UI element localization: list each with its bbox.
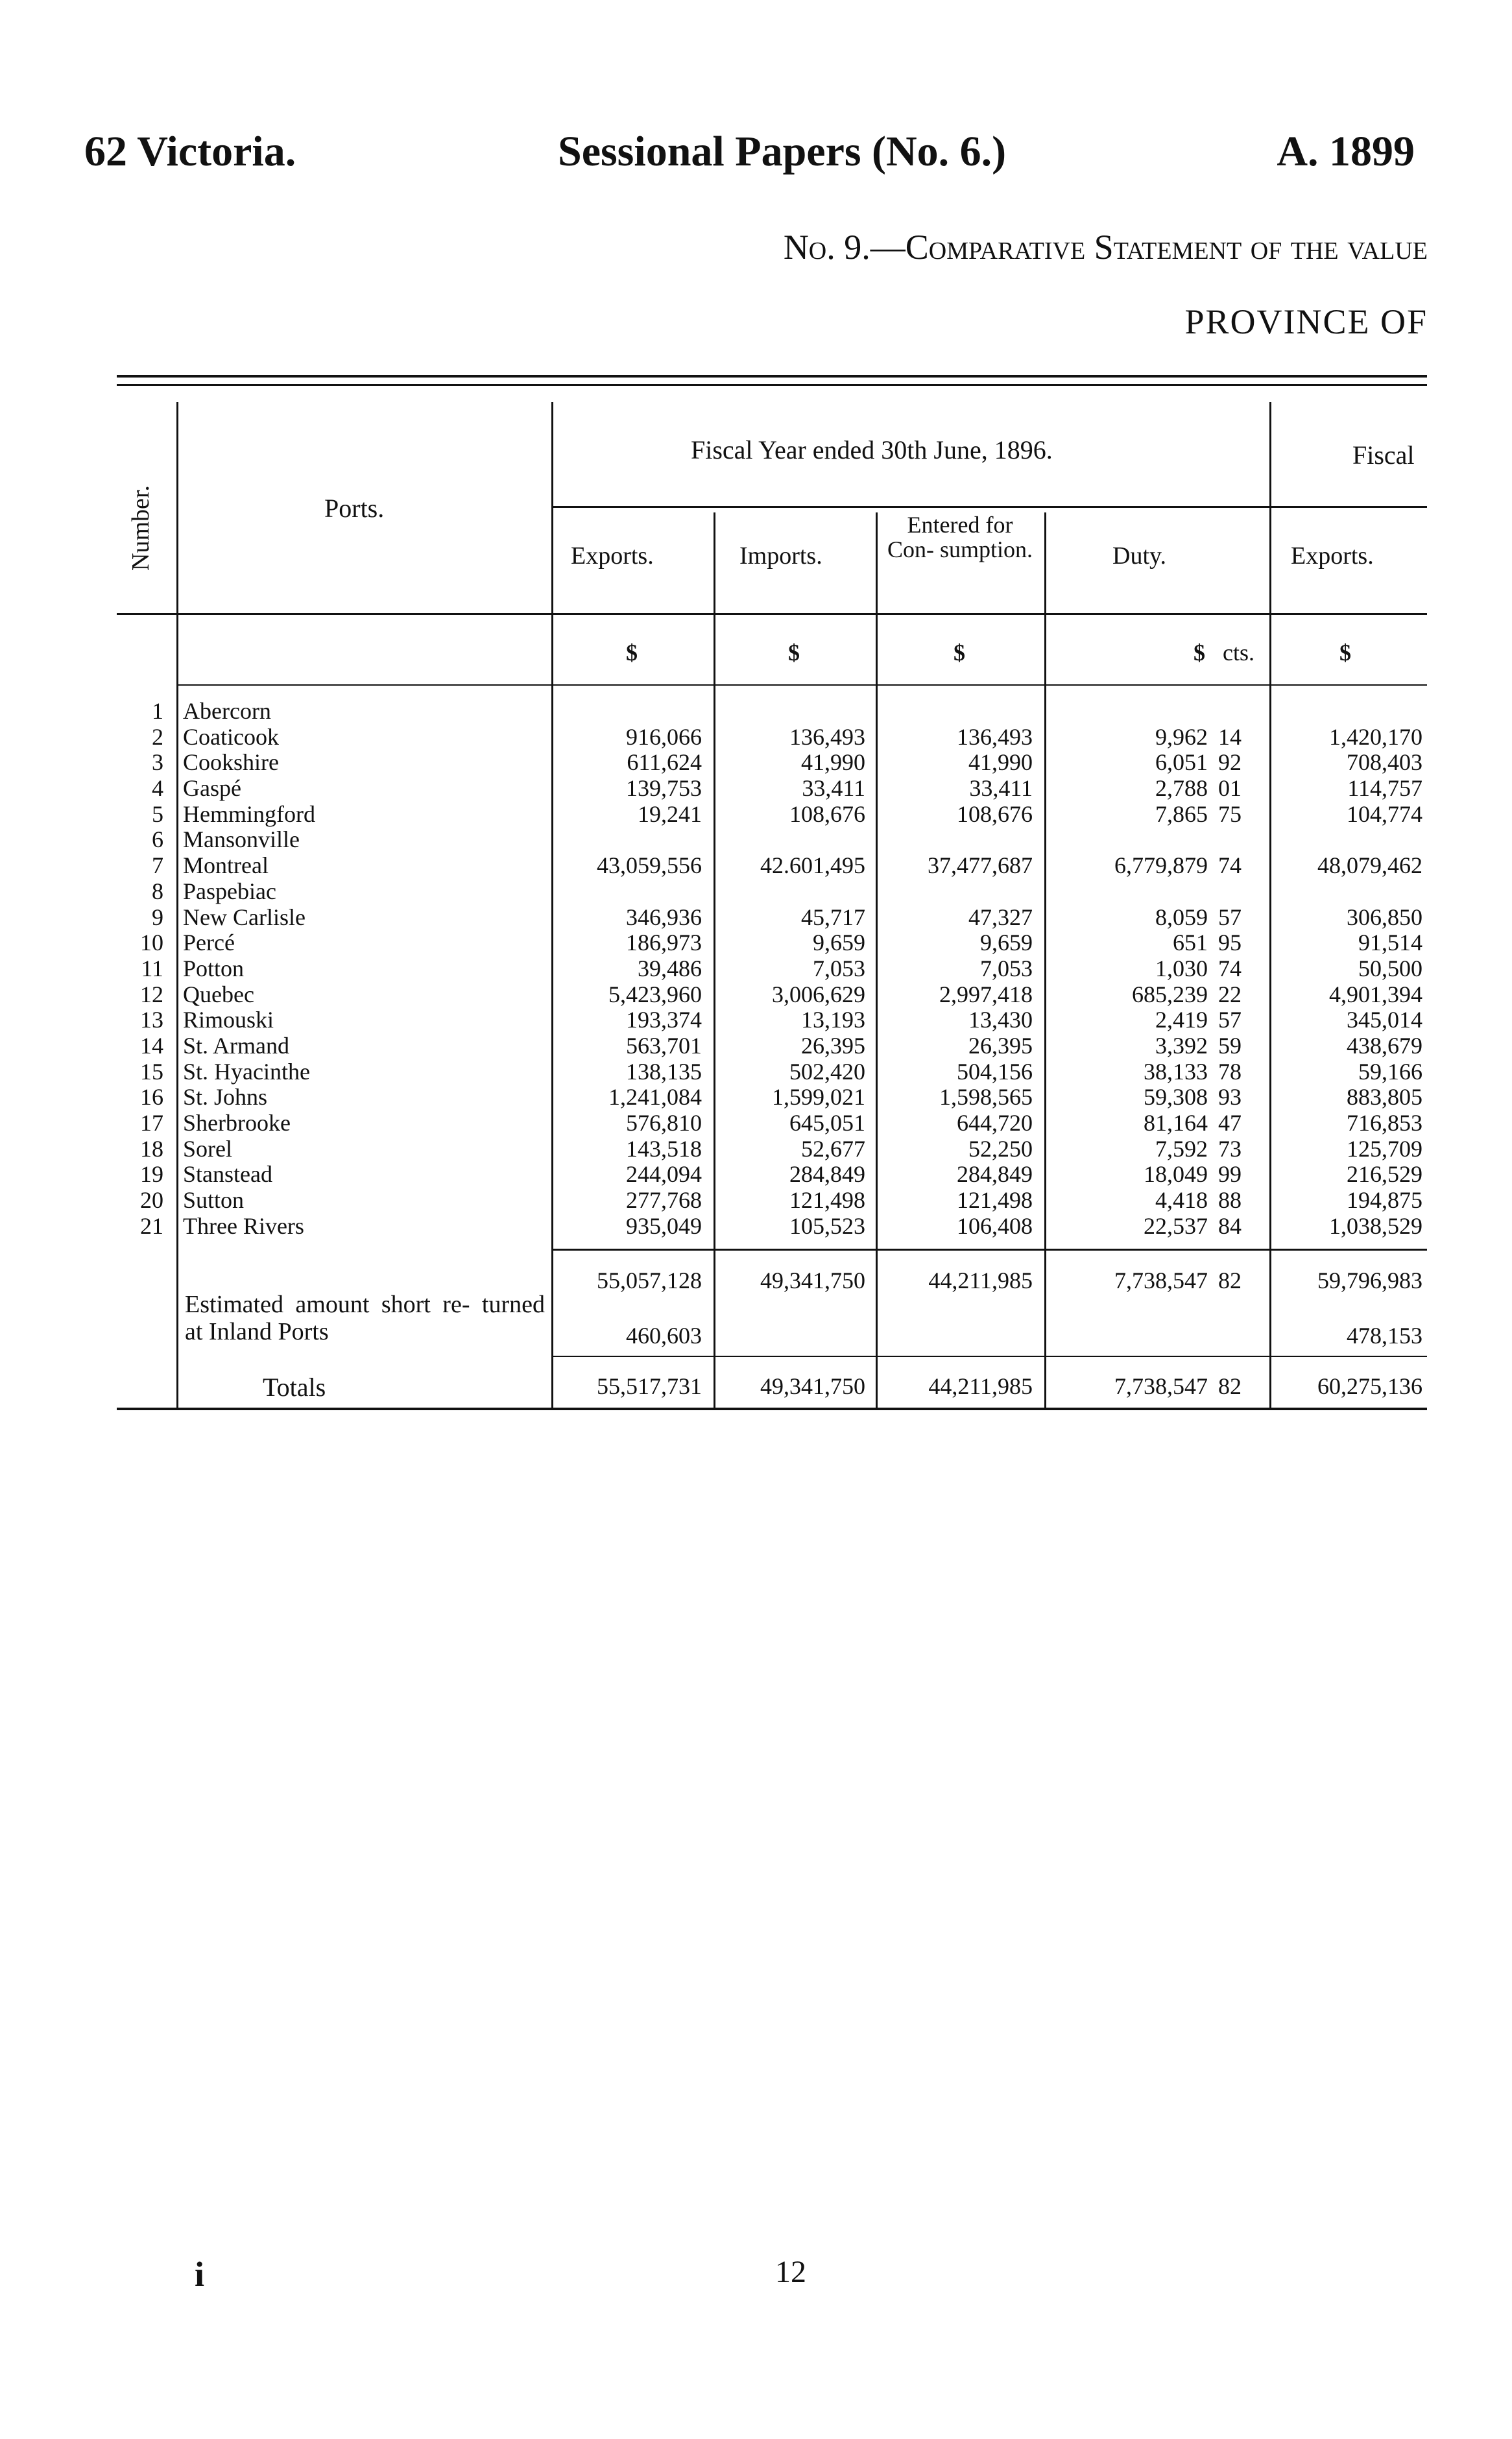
- estimated-label: Estimated amount short re- turned at Inland Ports: [185, 1291, 545, 1345]
- port-name: Cookshire: [183, 749, 279, 776]
- entered-column: [883, 699, 1033, 1239]
- totals-entered: 44,211,985: [928, 1373, 1033, 1399]
- entered-value: 7,053: [980, 955, 1033, 981]
- unit-imports: $: [788, 640, 800, 666]
- port-name: Abercorn: [183, 698, 271, 724]
- cents-value: 92: [1218, 749, 1242, 776]
- exports-column: [559, 699, 702, 1239]
- column-entered: Entered for Con- sumption.: [887, 512, 1033, 562]
- exports-next-value: 59,166: [1358, 1058, 1422, 1085]
- exports-next-value: 1,420,170: [1329, 723, 1422, 750]
- exports-next-value: 91,514: [1358, 930, 1422, 956]
- imports-value: 284,849: [789, 1161, 865, 1188]
- subtotal-duty: 7,738,547: [1114, 1268, 1208, 1293]
- entered-value: 1,598,565: [939, 1084, 1033, 1111]
- entered-value: 41,990: [968, 749, 1033, 776]
- exports-next-value: 48,079,462: [1317, 852, 1422, 879]
- top-rule-2: [117, 384, 1427, 386]
- cents-value: [1218, 827, 1257, 853]
- duty-value: 1,030: [1155, 955, 1208, 981]
- port-name: Gaspé: [183, 775, 241, 802]
- unit-duty: $: [1194, 640, 1205, 666]
- number-column: [123, 699, 163, 1239]
- unit-entered: $: [954, 640, 965, 666]
- cents-value: 59: [1218, 1032, 1242, 1059]
- exports-next-value: 4,901,394: [1329, 981, 1422, 1007]
- port-name: Three Rivers: [183, 1212, 304, 1239]
- imports-value: 105,523: [789, 1212, 865, 1239]
- exports-value: 143,518: [626, 1135, 702, 1162]
- imports-value: 502,420: [789, 1058, 865, 1085]
- totals-imports: 49,341,750: [760, 1373, 865, 1399]
- duty-value: 2,788: [1155, 775, 1208, 802]
- cents-value: 84: [1218, 1212, 1242, 1239]
- exports-value: 39,486: [638, 955, 702, 981]
- port-name: Montreal: [183, 852, 269, 879]
- cents-value: 22: [1218, 981, 1242, 1007]
- subtotal-entered: 44,211,985: [928, 1268, 1033, 1293]
- column-duty: Duty.: [1112, 542, 1167, 570]
- imports-value: [721, 827, 865, 853]
- duty-column: [1052, 699, 1208, 1239]
- exports-next-value: 345,014: [1347, 1007, 1422, 1033]
- port-name: Paspebiac: [183, 878, 276, 904]
- entered-value: 26,395: [968, 1032, 1033, 1059]
- entered-value: 121,498: [957, 1187, 1033, 1214]
- column-exports-next: Exports.: [1291, 542, 1374, 570]
- group-header-fiscal: Fiscal: [1352, 440, 1415, 470]
- imports-value: 9,659: [813, 930, 865, 956]
- exports-value: 186,973: [626, 930, 702, 956]
- subtotal-imports: 49,341,750: [760, 1268, 865, 1293]
- port-name: Sherbrooke: [183, 1110, 291, 1136]
- exports-value: 563,701: [626, 1032, 702, 1059]
- port-name: Hemmingford: [183, 800, 315, 827]
- port-name: St. Johns: [183, 1084, 268, 1111]
- entered-value: 9,659: [980, 930, 1033, 956]
- entered-value: 108,676: [957, 800, 1033, 827]
- duty-value: 9,962: [1155, 723, 1208, 750]
- document-title: Sessional Papers (No. 6.): [558, 128, 1007, 175]
- duty-value: [1052, 699, 1208, 725]
- entered-value: [883, 699, 1033, 725]
- duty-value: 6,779,879: [1114, 852, 1208, 879]
- row-number: 9: [152, 904, 163, 930]
- row-number: 15: [140, 1058, 163, 1085]
- column-exports: Exports.: [571, 542, 654, 570]
- row-number: 12: [140, 981, 163, 1007]
- session-label: 62 Victoria.: [84, 128, 296, 175]
- row-number: 16: [140, 1084, 163, 1111]
- port-name: Percé: [183, 930, 235, 956]
- exports-value: 576,810: [626, 1110, 702, 1136]
- duty-value: 7,592: [1155, 1135, 1208, 1162]
- imports-value: [721, 699, 865, 725]
- row-number: 14: [140, 1032, 163, 1059]
- exports-value: 5,423,960: [608, 981, 702, 1007]
- top-rule: [117, 375, 1427, 378]
- duty-value: 7,865: [1155, 800, 1208, 827]
- cents-column: [1218, 699, 1257, 1239]
- exports-next-value: 716,853: [1347, 1110, 1422, 1136]
- exports-value: [559, 827, 702, 853]
- exports-next-value: 438,679: [1347, 1032, 1422, 1059]
- imports-value: 3,006,629: [772, 981, 865, 1007]
- exports-next-value: 883,805: [1347, 1084, 1422, 1111]
- cents-value: 88: [1218, 1187, 1242, 1214]
- totals-duty: 7,738,547: [1114, 1373, 1208, 1399]
- cents-value: 78: [1218, 1058, 1242, 1085]
- duty-value: [1052, 879, 1208, 905]
- entered-value: 106,408: [957, 1212, 1033, 1239]
- exports-value: 611,624: [627, 749, 702, 776]
- imports-value: 645,051: [789, 1110, 865, 1136]
- exports-value: 1,241,084: [608, 1084, 702, 1111]
- duty-value: 685,239: [1132, 981, 1208, 1007]
- exports-next-value: 216,529: [1347, 1161, 1422, 1188]
- cents-value: [1218, 879, 1257, 905]
- exports-value: 346,936: [626, 904, 702, 930]
- port-name: Potton: [183, 955, 245, 981]
- row-number: 13: [140, 1007, 163, 1033]
- row-number: 20: [140, 1187, 163, 1214]
- exports-next-value: [1277, 699, 1422, 725]
- exports-next-value: 125,709: [1347, 1135, 1422, 1162]
- entered-value: [883, 879, 1033, 905]
- entered-value: [883, 827, 1033, 853]
- column-number: Number.: [127, 485, 154, 571]
- subtotal-exports: 55,057,128: [597, 1268, 702, 1293]
- duty-value: 4,418: [1155, 1187, 1208, 1214]
- unit-exports: $: [626, 640, 638, 666]
- totals-label: Totals: [263, 1373, 326, 1402]
- cents-value: 14: [1218, 723, 1242, 750]
- cents-value: 01: [1218, 775, 1242, 802]
- row-number: 3: [152, 749, 163, 776]
- cents-value: [1218, 699, 1257, 725]
- row-number: 7: [152, 852, 163, 879]
- duty-value: 651: [1173, 930, 1208, 956]
- duty-value: 38,133: [1144, 1058, 1208, 1085]
- duty-value: [1052, 827, 1208, 853]
- imports-value: 41,990: [801, 749, 865, 776]
- imports-value: [721, 879, 865, 905]
- unit-cts: cts.: [1223, 640, 1254, 666]
- footer-mark: i: [195, 2255, 205, 2294]
- row-number: 8: [152, 878, 163, 904]
- port-name: Rimouski: [183, 1007, 274, 1033]
- imports-value: 33,411: [802, 775, 865, 802]
- totals-exports-next: 60,275,136: [1317, 1373, 1422, 1399]
- cents-value: 47: [1218, 1110, 1242, 1136]
- cents-value: 74: [1218, 852, 1242, 879]
- entered-value: 37,477,687: [928, 852, 1033, 879]
- duty-value: 3,392: [1155, 1032, 1208, 1059]
- estimated-exports-next: 478,153: [1347, 1323, 1422, 1349]
- port-name: New Carlisle: [183, 904, 306, 930]
- row-number: 2: [152, 723, 163, 750]
- subtotal-cents: 82: [1218, 1268, 1242, 1293]
- cents-value: 73: [1218, 1135, 1242, 1162]
- entered-value: 136,493: [957, 723, 1033, 750]
- row-number: 19: [140, 1161, 163, 1188]
- cents-value: 57: [1218, 904, 1242, 930]
- exports-value: 244,094: [626, 1161, 702, 1188]
- entered-value: 33,411: [969, 775, 1033, 802]
- totals-exports: 55,517,731: [597, 1373, 702, 1399]
- unit-exports-next: $: [1339, 640, 1351, 666]
- subtotal-exports-next: 59,796,983: [1317, 1268, 1422, 1293]
- ports-column: [183, 699, 546, 1239]
- column-ports: Ports.: [324, 494, 385, 523]
- cents-value: 74: [1218, 955, 1242, 981]
- row-number: 4: [152, 775, 163, 802]
- estimated-exports: 460,603: [626, 1323, 702, 1349]
- imports-value: 42.601,495: [760, 852, 865, 879]
- duty-value: 6,051: [1155, 749, 1208, 776]
- cents-value: 75: [1218, 800, 1242, 827]
- exports-value: 19,241: [638, 800, 702, 827]
- entered-value: 284,849: [957, 1161, 1033, 1188]
- imports-value: 108,676: [789, 800, 865, 827]
- cents-value: 95: [1218, 930, 1242, 956]
- imports-value: 1,599,021: [772, 1084, 865, 1111]
- page-number: 12: [775, 2255, 806, 2289]
- document-year: A. 1899: [1277, 128, 1415, 175]
- port-name: Mansonville: [183, 826, 300, 853]
- row-number: 5: [152, 800, 163, 827]
- port-name: Stanstead: [183, 1161, 272, 1188]
- port-name: Sorel: [183, 1135, 232, 1162]
- duty-value: 2,419: [1155, 1007, 1208, 1033]
- entered-value: 504,156: [957, 1058, 1033, 1085]
- duty-value: 81,164: [1144, 1110, 1208, 1136]
- exports-next-value: 104,774: [1347, 800, 1422, 827]
- row-number: 6: [152, 826, 163, 853]
- statement-title: No. 9.—Comparative Statement of the value: [783, 228, 1428, 267]
- entered-value: 13,430: [968, 1007, 1033, 1033]
- row-number: 10: [140, 930, 163, 956]
- imports-column: [721, 699, 865, 1239]
- exports-next-value: 194,875: [1347, 1187, 1422, 1214]
- imports-value: 52,677: [801, 1135, 865, 1162]
- exports-value: 935,049: [626, 1212, 702, 1239]
- duty-value: 18,049: [1144, 1161, 1208, 1188]
- port-name: Sutton: [183, 1187, 245, 1214]
- duty-value: 22,537: [1144, 1212, 1208, 1239]
- exports-value: 193,374: [626, 1007, 702, 1033]
- imports-value: 13,193: [801, 1007, 865, 1033]
- exports-next-value: 306,850: [1347, 904, 1422, 930]
- cents-value: 93: [1218, 1084, 1242, 1111]
- group-header-1896: Fiscal Year ended 30th June, 1896.: [691, 435, 1053, 464]
- row-number: 17: [140, 1110, 163, 1136]
- duty-value: 59,308: [1144, 1084, 1208, 1111]
- imports-value: 26,395: [801, 1032, 865, 1059]
- cents-value: 57: [1218, 1007, 1242, 1033]
- exports-next-value: 1,038,529: [1329, 1212, 1422, 1239]
- entered-value: 52,250: [968, 1135, 1033, 1162]
- duty-value: 8,059: [1155, 904, 1208, 930]
- port-name: St. Armand: [183, 1032, 290, 1059]
- exports-value: 138,135: [626, 1058, 702, 1085]
- exports-next-value: 114,757: [1347, 775, 1422, 802]
- row-number: 11: [141, 955, 163, 981]
- imports-value: 121,498: [789, 1187, 865, 1214]
- port-name: Coaticook: [183, 723, 279, 750]
- cents-value: 99: [1218, 1161, 1242, 1188]
- imports-value: 45,717: [801, 904, 865, 930]
- port-name: Quebec: [183, 981, 254, 1007]
- entered-value: 2,997,418: [939, 981, 1033, 1007]
- exports-next-value: 50,500: [1358, 955, 1422, 981]
- row-number: 18: [140, 1135, 163, 1162]
- entered-value: 47,327: [968, 904, 1033, 930]
- row-number: 1: [152, 698, 163, 724]
- exports-value: 139,753: [626, 775, 702, 802]
- exports-next-value: [1277, 879, 1422, 905]
- exports-value: 277,768: [626, 1187, 702, 1214]
- exports-next-value: [1277, 827, 1422, 853]
- exports-value: [559, 879, 702, 905]
- exports-next-value: 708,403: [1347, 749, 1422, 776]
- imports-value: 7,053: [813, 955, 865, 981]
- province-heading: PROVINCE OF: [1184, 302, 1428, 341]
- column-imports: Imports.: [739, 542, 822, 570]
- port-name: St. Hyacinthe: [183, 1058, 310, 1085]
- entered-value: 644,720: [957, 1110, 1033, 1136]
- exports-value: [559, 699, 702, 725]
- imports-value: 136,493: [789, 723, 865, 750]
- row-number: 21: [140, 1212, 163, 1239]
- totals-cents: 82: [1218, 1373, 1242, 1399]
- exports-value: 916,066: [626, 723, 702, 750]
- exports-next-column: [1277, 699, 1422, 1239]
- exports-value: 43,059,556: [597, 852, 702, 879]
